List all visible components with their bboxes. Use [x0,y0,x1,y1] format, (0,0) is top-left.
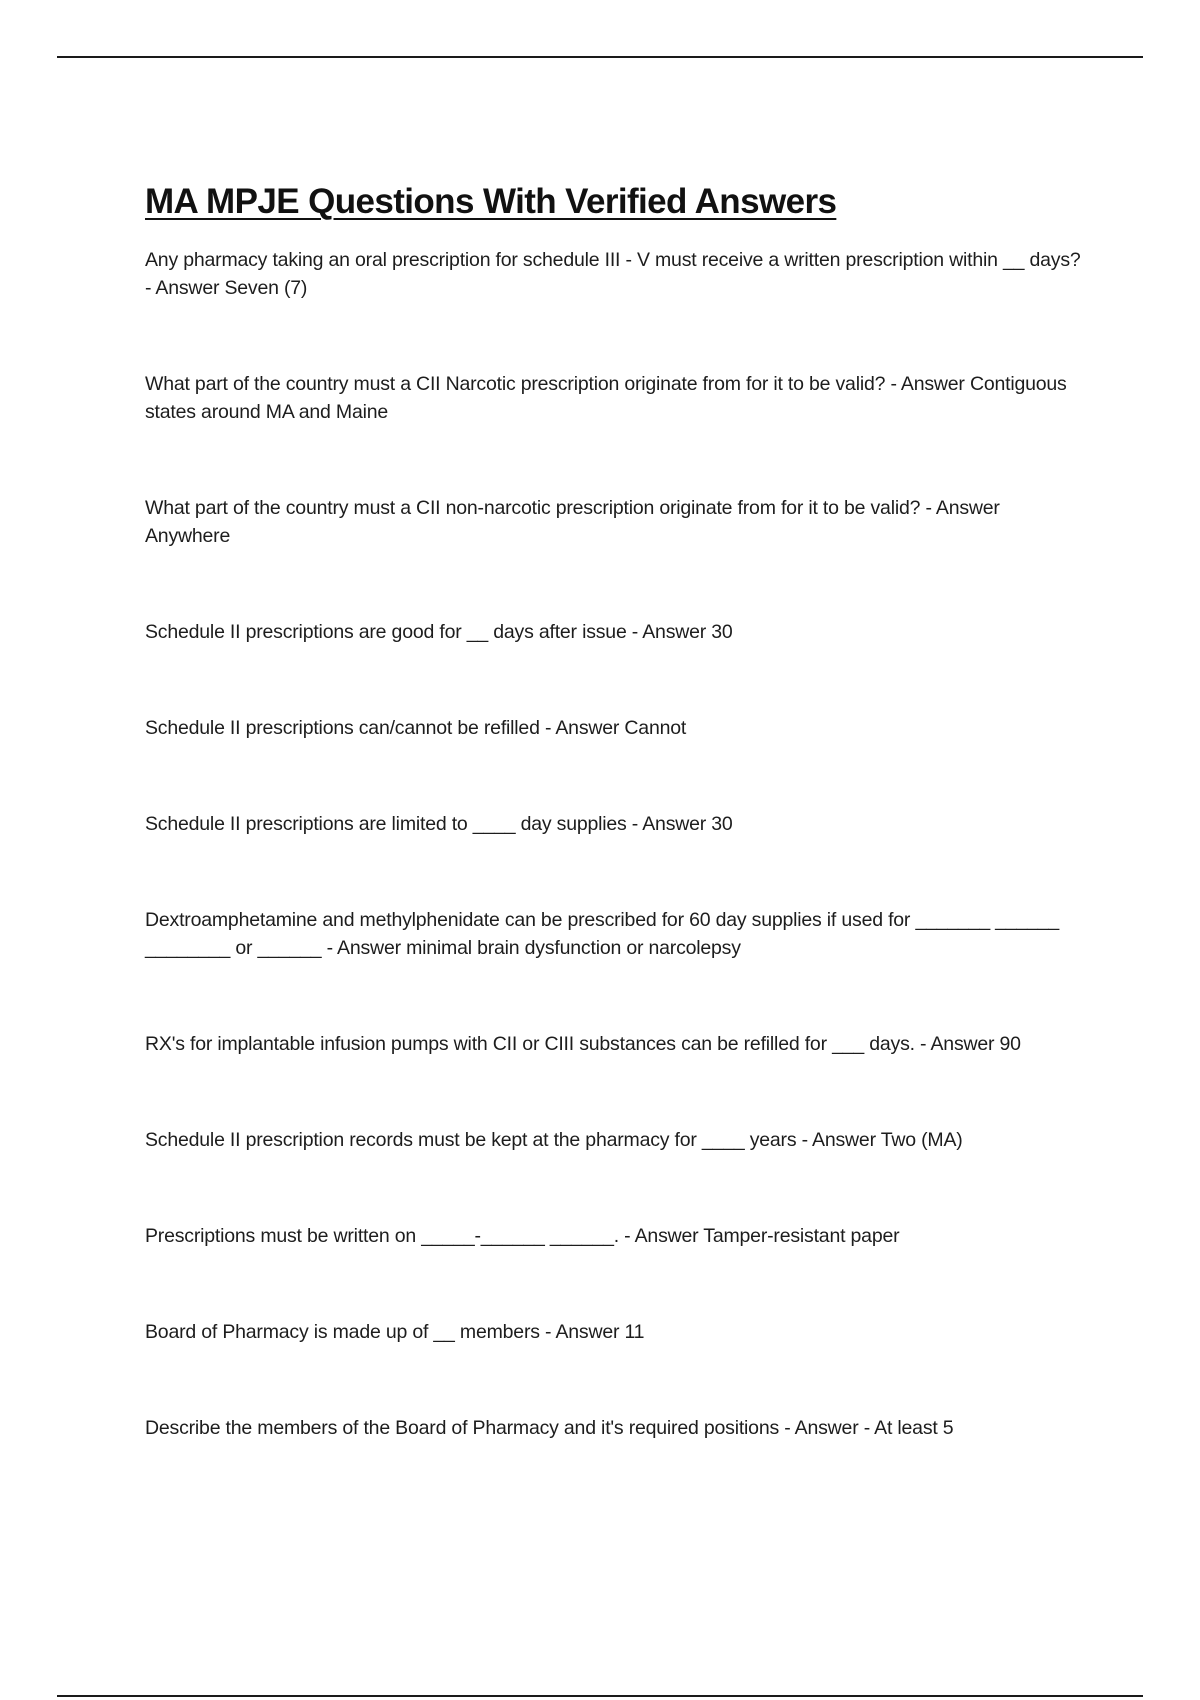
qa-item: Describe the members of the Board of Pharmacy and it's required positions - Answer - At least 5 [145,1417,954,1439]
footer-rule [57,1695,1143,1697]
qa-item: Schedule II prescriptions are limited to ____ day supplies - Answer 30 [145,813,733,835]
qa-item: Schedule II prescription records must be kept at the pharmacy for ____ years - Answer Two (MA) [145,1129,963,1151]
qa-item: What part of the country must a CII non-narcotic prescription originate from for it to be valid? - Answer Anywhere [145,497,1000,547]
document-body [145,176,1085,1442]
qa-item: What part of the country must a CII Narcotic prescription originate from for it to be valid? - Answer Contiguous states around MA and Maine [145,373,1067,423]
qa-item: RX's for implantable infusion pumps with CII or CIII substances can be refilled for ___ days. - Answer 90 [145,1033,1021,1055]
qa-list [145,246,1085,1442]
qa-item: Board of Pharmacy is made up of __ members - Answer 11 [145,1321,645,1343]
qa-item: Prescriptions must be written on _____-______ ______. - Answer Tamper-resistant paper [145,1225,900,1247]
qa-item: Dextroamphetamine and methylphenidate can be prescribed for 60 day supplies if used for _______ ______ ________ or ______ - Answer minimal brain dysfunction or narcolepsy [145,909,1060,959]
header-rule [57,56,1143,58]
qa-item: Schedule II prescriptions can/cannot be refilled - Answer Cannot [145,717,687,739]
qa-item: Schedule II prescriptions are good for __ days after issue - Answer 30 [145,621,733,643]
document-title [145,176,1085,228]
document-title-text: MA MPJE Questions With Verified Answers [145,182,837,221]
qa-item: Any pharmacy taking an oral prescription for schedule III - V must receive a written prescription within __ days? - Answer Seven (7) [145,249,1081,299]
